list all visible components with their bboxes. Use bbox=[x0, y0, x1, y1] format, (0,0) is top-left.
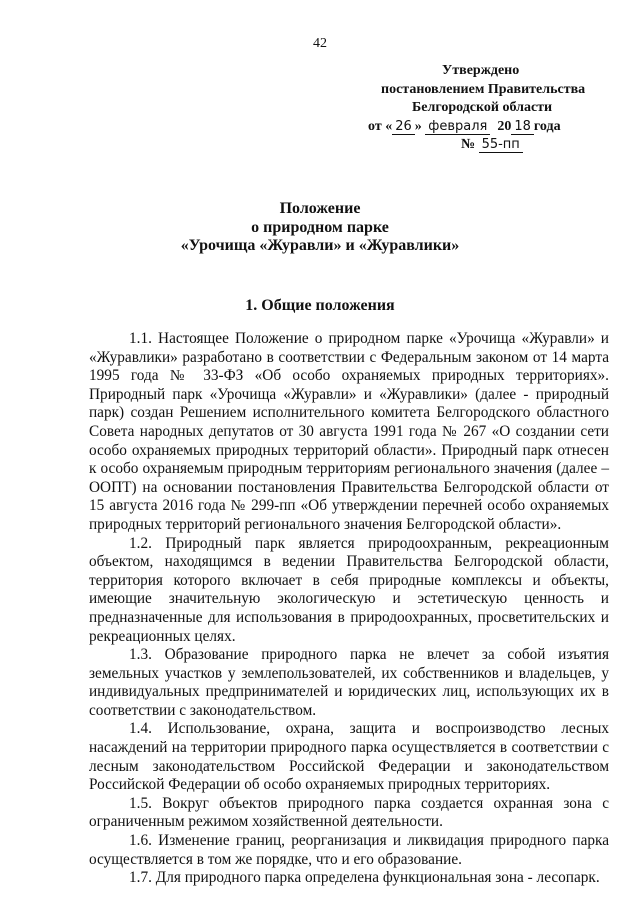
paragraph-1-1: 1.1. Настоящее Положение о природном парке «Урочища «Журавли» и «Журавлики» разработано в соответствии с Федеральным законом от 14 марта 1995 года № 33-ФЗ «Об особо охраняемых природных территориях». Природный парк «Урочища «Журавли» и «Журавлики» (далее - природный парк) создан Решением исполнительного комитета Белгородского областного Совета народных депутатов от 30 августа 1991 года № 267 «О создании сети особо охраняемых природных территорий области». Природный парк отнесен к особо охраняемым природным территориям регионального значения (далее – ООПТ) на основании постановления Правительства Белгородской области от 15 августа 2016 года № 299-пп «Об утверждении перечней особо охраняемых природных территорий регионального значения Белгородской области». bbox=[89, 330, 609, 533]
approval-region: Белгородской области bbox=[412, 100, 553, 115]
section-heading: 1. Общие положения bbox=[245, 297, 395, 314]
approval-date bbox=[368, 117, 561, 136]
date-year-suffix: 18 bbox=[511, 119, 534, 135]
document-title-line1: Положение bbox=[279, 200, 361, 217]
date-mid: » bbox=[414, 119, 422, 134]
date-prefix: от « bbox=[368, 119, 393, 134]
date-year-prefix: 20 bbox=[497, 119, 512, 134]
document-title-line2: о природном парке bbox=[251, 219, 389, 236]
approval-decree: постановлением Правительства bbox=[381, 82, 586, 97]
paragraph-1-3: 1.3. Образование природного парка не влечет за собой изъятия земельных участков у землепользователей, их собственников и владельцев, у индивидуальных предпринимателей и юридических лиц, использующих их в соответствии с законодательством. bbox=[89, 646, 609, 719]
page-number: 42 bbox=[313, 36, 327, 51]
paragraph-1-5: 1.5. Вокруг объектов природного парка создается охранная зона с ограниченным режимом хозяйственной деятельности. bbox=[89, 794, 609, 831]
number-value: 55-пп bbox=[479, 137, 523, 153]
document-body bbox=[89, 330, 609, 888]
approval-number bbox=[461, 135, 523, 154]
date-day: 26 bbox=[392, 119, 415, 135]
paragraph-1-2: 1.2. Природный парк является природоохранным, рекреационным объектом, находящимся в ведении Правительства Белгородской области, территория которого включает в себя природные комплексы и объекты, имеющие значительную экологическую и эстетическую ценность и предназначенные для использования в природоохранных, просветительских и рекреационных целях. bbox=[89, 534, 609, 645]
date-month: февраля bbox=[425, 119, 490, 135]
document-title-line3: «Урочища «Журавли» и «Журавлики» bbox=[180, 237, 460, 254]
paragraph-1-4: 1.4. Использование, охрана, защита и воспроизводство лесных насаждений на территории природного парка осуществляется в соответствии с лесным законодательством Российской Федерации и законодательством Российской Федерации об особо охраняемых природных территориях. bbox=[89, 720, 609, 794]
paragraph-1-7: 1.7. Для природного парка определена функциональная зона - лесопарк. bbox=[129, 869, 600, 887]
date-suffix: года bbox=[533, 119, 561, 134]
paragraph-1-6: 1.6. Изменение границ, реорганизация и ликвидация природного парка осуществляется в том же порядке, что и его образование. bbox=[89, 832, 609, 868]
approval-heading: Утверждено bbox=[442, 63, 520, 78]
number-prefix: № bbox=[461, 137, 476, 152]
